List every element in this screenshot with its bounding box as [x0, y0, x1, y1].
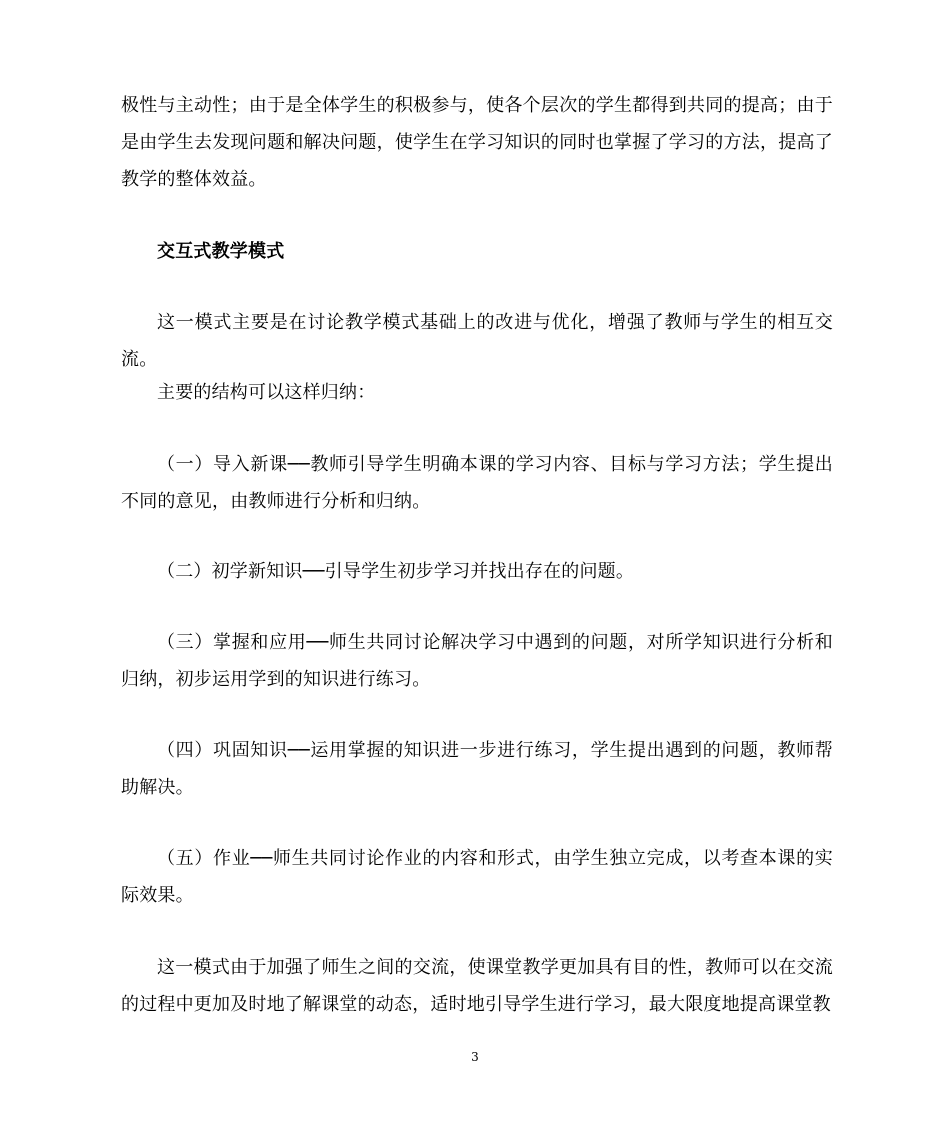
- paragraph-step-1: （一）导入新课──教师引导学生明确本课的学习内容、目标与学习方法；学生提出不同的意见，由教师进行分析和归纳。: [121, 454, 833, 512]
- page-number: 3: [471, 1050, 479, 1064]
- paragraph-step-5: （五）作业──师生共同讨论作业的内容和形式，由学生独立完成，以考查本课的实际效果。: [121, 848, 833, 906]
- paragraph-continuation: 极性与主动性；由于是全体学生的积极参与，使各个层次的学生都得到共同的提高；由于是由学生去发现问题和解决问题，使学生在学习知识的同时也掌握了学习的方法，提高了教学的整体效益。: [121, 95, 833, 190]
- paragraph-step-2: （二）初学新知识──引导学生初步学习并找出存在的问题。: [157, 561, 635, 582]
- paragraph-conclusion: 这一模式由于加强了师生之间的交流，使课堂教学更加具有目的性，教师可以在交流的过程中更加及时地了解课堂的动态，适时地引导学生进行学习，最大限度地提高课堂教: [121, 957, 833, 1015]
- paragraph-intro: 这一模式主要是在讨论教学模式基础上的改进与优化，增强了教师与学生的相互交流。: [121, 312, 833, 370]
- paragraph-step-3: （三）掌握和应用──师生共同讨论解决学习中遇到的问题，对所学知识进行分析和归纳，初步运用学到的知识进行练习。: [121, 632, 833, 690]
- section-heading: 交互式教学模式: [157, 241, 285, 262]
- paragraph-step-4: （四）巩固知识──运用掌握的知识进一步进行练习，学生提出遇到的问题，教师帮助解决。: [121, 740, 833, 798]
- paragraph-structure-lead: 主要的结构可以这样归纳：: [157, 382, 376, 403]
